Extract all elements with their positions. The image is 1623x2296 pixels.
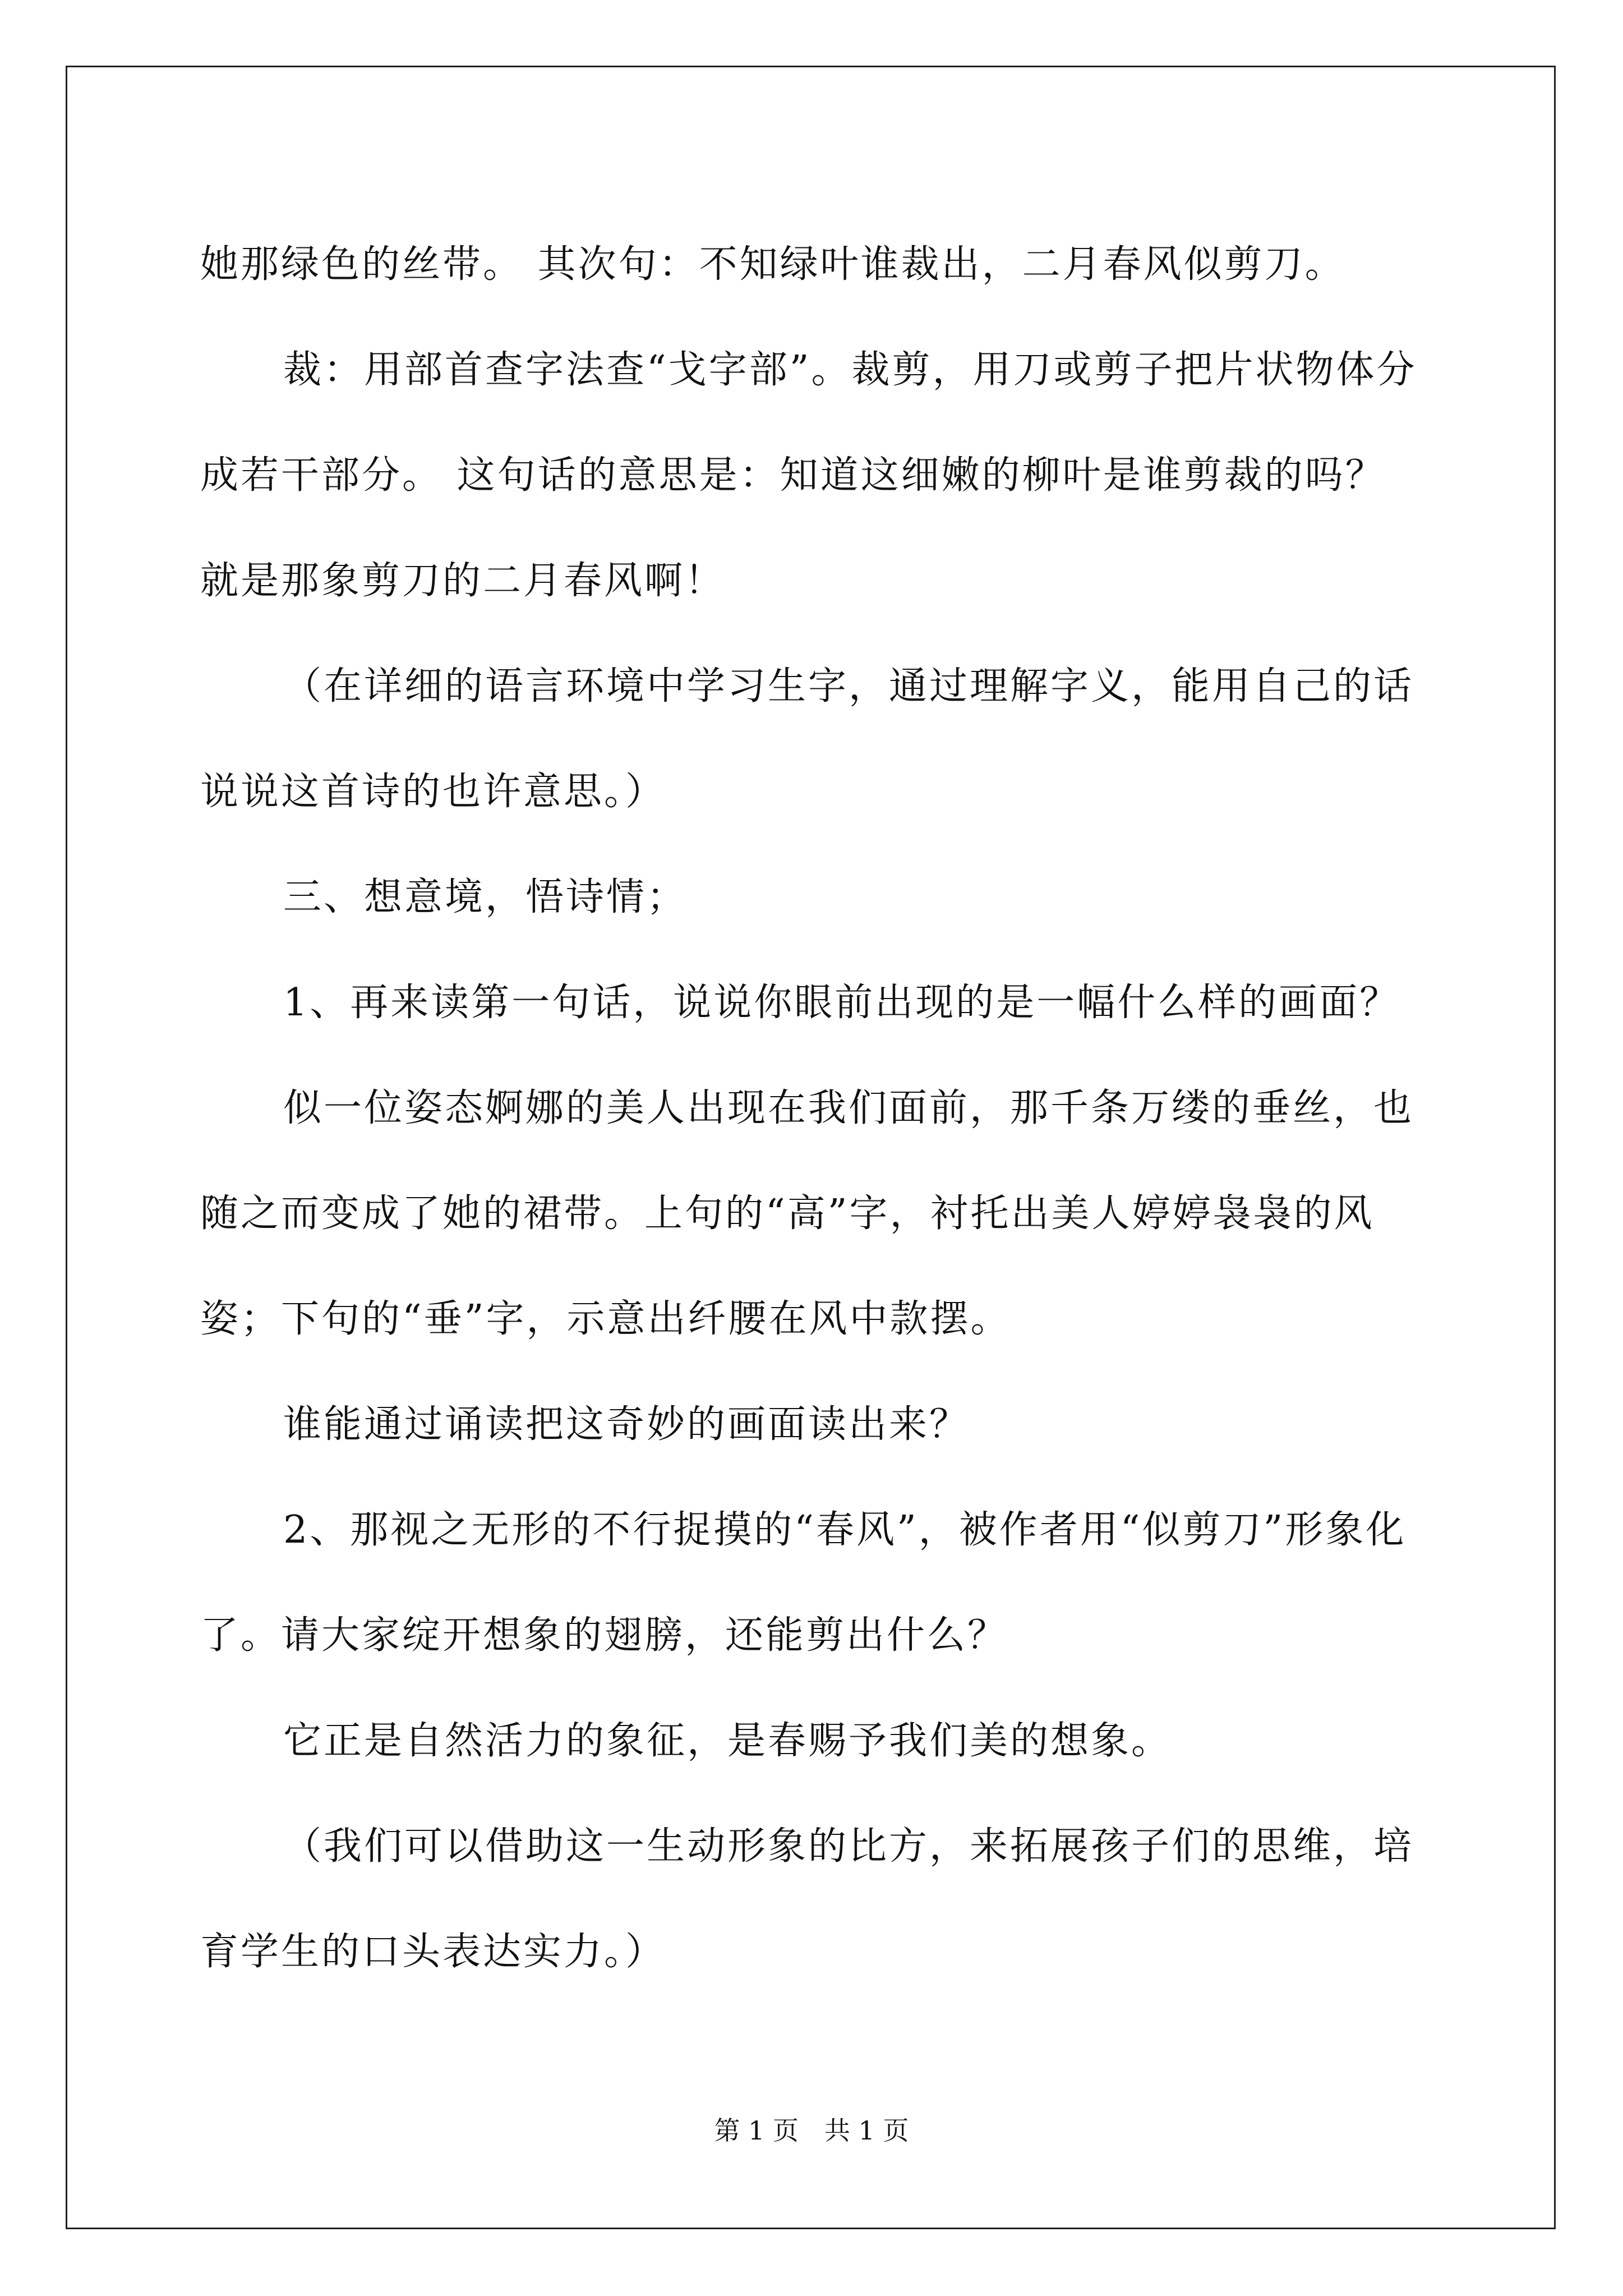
page-footer: [0, 2114, 1623, 2147]
paragraph-5: 1、再来读第一句话，说说你眼前出现的是一幅什么样的画面？: [283, 981, 1400, 1025]
paragraph-8: 2、那视之无形的不行捉摸的“春风”，被作者用“似剪刀”形象化了。请大家绽开想象的翅膀，还能剪出什么？: [200, 1508, 1407, 1658]
document-body: [200, 212, 1423, 2005]
paragraph-2: 裁：用部首查字法查“戈字部”。裁剪，用刀或剪子把片状物体分成若干部分。 这句话的意思是：知道这细嫩的柳叶是谁剪裁的吗？就是那象剪刀的二月春风啊！: [200, 348, 1417, 603]
paragraph-9: 它正是自然活力的象征，是春赐予我们美的想象。: [283, 1719, 1172, 1763]
paragraph-1: 她那绿色的丝带。 其次句：不知绿叶谁裁出，二月春风似剪刀。: [200, 242, 1345, 287]
paragraph-10: （我们可以借助这一生动形象的比方，来拓展孩子们的思维，培育学生的口头表达实力。）: [200, 1824, 1414, 1974]
page-number: 第 1 页: [714, 2115, 799, 2146]
paragraph-3: （在详细的语言环境中学习生字，通过理解字义，能用自己的话说说这首诗的也许意思。）: [200, 664, 1414, 814]
paragraph-6: 似一位姿态婀娜的美人出现在我们面前，那千条万缕的垂丝，也随之而变成了她的裙带。上句的“高”字，衬托出美人婷婷袅袅的风姿；下句的“垂”字，示意出纤腰在风中款摆。: [200, 1086, 1414, 1341]
paragraph-7: 谁能通过诵读把这奇妙的画面读出来？: [283, 1402, 970, 1447]
page-total: 共 1 页: [824, 2115, 909, 2146]
paragraph-4-heading: 三、想意境，悟诗情；: [283, 875, 688, 919]
